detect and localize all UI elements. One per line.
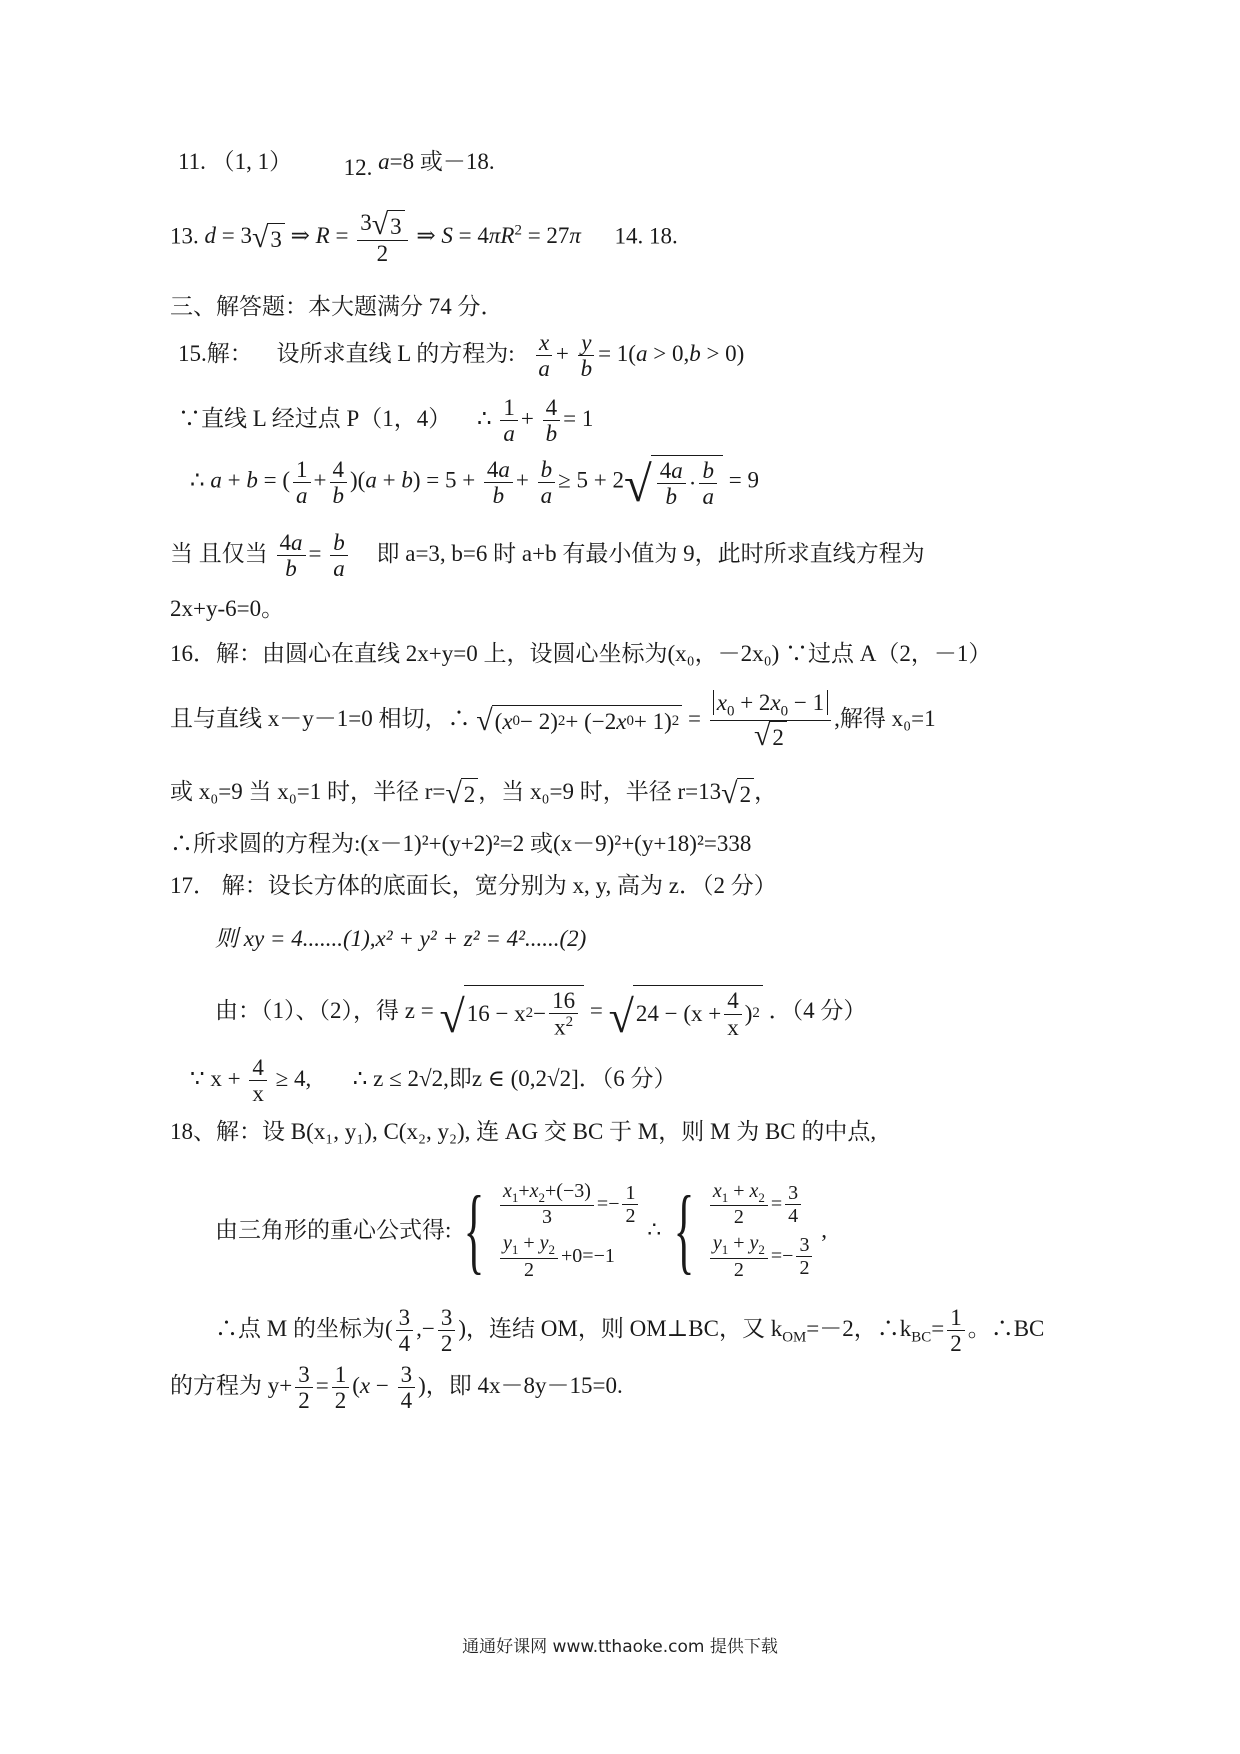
q18-kbc-text: =－2，∴k	[806, 1316, 912, 1342]
answer-11-number: 11.	[178, 149, 206, 174]
q16-radius-2: ，当 x₀=9 时，半径 r=13	[478, 779, 722, 804]
q15-point-condition: ∵直线 L 经过点 P（1，4）	[178, 406, 452, 432]
q16-line1: 16．解：由圆心在直线 2x+y=0 上，设圆心坐标为(x₀，－2x₀) ∵过点 A（2，－1）	[170, 641, 992, 666]
q17-because: ∵	[190, 1066, 205, 1092]
left-brace-icon: {	[463, 1175, 485, 1283]
q17-line1: 17． 解：设长方体的底面长，宽分别为 x, y, 高为 z．（2 分）	[170, 873, 777, 898]
answer-14-value: 18.	[648, 223, 678, 249]
q17-derive-text: 由：（1）、（2），得 z =	[215, 997, 434, 1023]
answer-13-14	[170, 210, 678, 266]
q15-line5: 2x+y-6=0。	[170, 596, 285, 621]
q16-tangent-text: 且与直线 x－y－1=0 相切，∴	[170, 705, 471, 731]
answer-12-value: =8 或－18.	[389, 149, 495, 174]
q15-line4: 当 且仅当 $\frac{4a}{b}$ = $\frac{b}{a}$ 即 a=3, b=6 时 a+b 有最小值为 9，此时所求直线方程为	[170, 530, 925, 582]
q17-range: ∴ z ≤ 2√2,即z ∈ (0,2√2]．（6 分）	[352, 1066, 677, 1092]
answer-11-value: （1, 1）	[211, 149, 293, 174]
q18-centroid-text: 由三角形的重心公式得:	[215, 1217, 452, 1243]
answer-13-number: 13.	[170, 223, 199, 249]
left-brace-icon: {	[673, 1175, 695, 1283]
section-title: 三、解答题：本大题满分 74 分．	[170, 294, 504, 319]
answer-13-equation: d = 3 √ 3 ⇒ R = 3 √ 3 2 ⇒ $S = 4\pi R^2 = 27\pi$	[204, 208, 581, 266]
q18-system-1: $\frac{x_1+x_2+(-3)}{3}$ =− $\frac{1}{2}$ $\frac{y_1 + y_2}{2}$ +0=−1	[497, 1180, 642, 1281]
q18-line2: 由三角形的重心公式得: { $\frac{x_1+x_2+(-3)}{3}$ =− $\frac{1}{2}$ $\frac{y_1 + y_2}{2}$ +0=−1 ∴ { $\frac{x_1 + x_2}{2}$ = $\frac{3}{4}$ $\frac{y_1 + y_2}{2}$ =− $\frac{3}{2}$ ,	[215, 1175, 827, 1283]
q16-line4: ∴所求圆的方程为:(x－1)²+(y+2)²=2 或(x－9)²+(y+18)²=338	[170, 831, 752, 856]
q15-condition-label: 当 且仅当	[170, 541, 268, 567]
q16-comma: ，	[754, 779, 778, 804]
q16-line2: 且与直线 x－y－1=0 相切，∴ √ ( x 0 − 2) 2 + (−2 x 0 + 1) 2 = $x_0 + 2x_0 - 1$ √ 2 ,解得 x₀=1	[170, 690, 936, 753]
q15-equation: $\frac{x}{a}$ + $\frac{y}{b}$ = 1(a > 0,b > 0)	[532, 341, 744, 366]
answer-12-variable: a	[378, 149, 390, 174]
q16-solve-text: ,解得 x₀=1	[834, 705, 936, 731]
q15-line1	[178, 330, 744, 382]
q16-radius-1: 或 x₀=9 当 x₀=1 时，半径 r=	[170, 779, 446, 804]
q17-line2: 则 xy = 4.......(1),x² + y² + z² = 4²......(2)	[215, 926, 587, 951]
q18-system-2: $\frac{x_1 + x_2}{2}$ = $\frac{3}{4}$ $\frac{y_1 + y_2}{2}$ =− $\frac{3}{2}$	[707, 1180, 816, 1281]
q18-line3: ∴点 M 的坐标为( $\frac{3}{4}$ ,− $\frac{3}{2}$ )，连结 OM，则 OM⊥BC，又 $k_{OM}=-2$，$\therefore k_{BC}=$ $\frac{1}{2}$ 。∴BC	[215, 1305, 1045, 1357]
q18-final-text: ，即 4x－8y－15=0.	[425, 1373, 623, 1399]
q18-midpoint-text: ∴点 M 的坐标为	[215, 1316, 385, 1342]
page-footer: 通通好课网 www.tthaoke.com 提供下载	[462, 1637, 778, 1657]
q15-conclusion: 即 a=3, b=6 时 a+b 有最小值为 9，此时所求直线方程为	[376, 541, 925, 567]
q15-head: 15.解：	[178, 341, 253, 367]
answer-14-number: 14.	[614, 223, 644, 249]
q15-setup: 设所求直线 L 的方程为:	[276, 341, 515, 367]
q18-om-text: ，连结 OM，则 OM⊥BC，又 k	[466, 1316, 783, 1342]
q15-line2	[178, 395, 593, 447]
q15-line3: ∴ a + b = ( $\frac{1}{a}$ + $\frac{4}{b}$ )(a + b) = 5 + $\frac{4a}{b}$ + $\frac{b}{a}$ ≥ 5 + 2 √ $\frac{4a}{b}$ · $\frac{b}{a}$ = 9	[190, 456, 759, 512]
q17-line3: 由：（1）、（2），得 z = √ 16 − x 2 − $\frac{16}{x^2}$ = √ 24 − (x + $\frac{4}{x}$ ) 2 ．（4 分）	[215, 985, 866, 1040]
q18-line1: 18、解：设 B(x₁, y₁), C(x₂, y₂), 连 AG 交 BC 于 M，则 M 为 BC 的中点,	[170, 1119, 877, 1144]
q15-point-equation: ∴ $\frac{1}{a}$ + $\frac{4}{b}$ = 1	[477, 395, 594, 447]
q17-score-4: ．（4 分）	[768, 997, 867, 1023]
q16-line3: 或 x₀=9 当 x₀=1 时，半径 r= √ 2 ，当 x₀=9 时，半径 r=13 √ 2 ，	[170, 777, 778, 811]
answer-12-number: 12.	[343, 155, 373, 180]
q17-line4: ∵ x + $\frac{4}{x}$ ≥ 4, ∴ z ≤ 2√2,即z ∈ (0,2√2]．（6 分）	[190, 1055, 677, 1107]
q18-equation-text: 的方程为 y+	[170, 1373, 293, 1399]
q18-line4: 的方程为 y+ $\frac{3}{2}$ = $\frac{1}{2}$ (x − $\frac{3}{4}$ )，即 4x－8y－15=0.	[170, 1362, 623, 1414]
answer-11-12	[178, 148, 495, 180]
q18-bc-text: 。∴BC	[967, 1316, 1045, 1342]
